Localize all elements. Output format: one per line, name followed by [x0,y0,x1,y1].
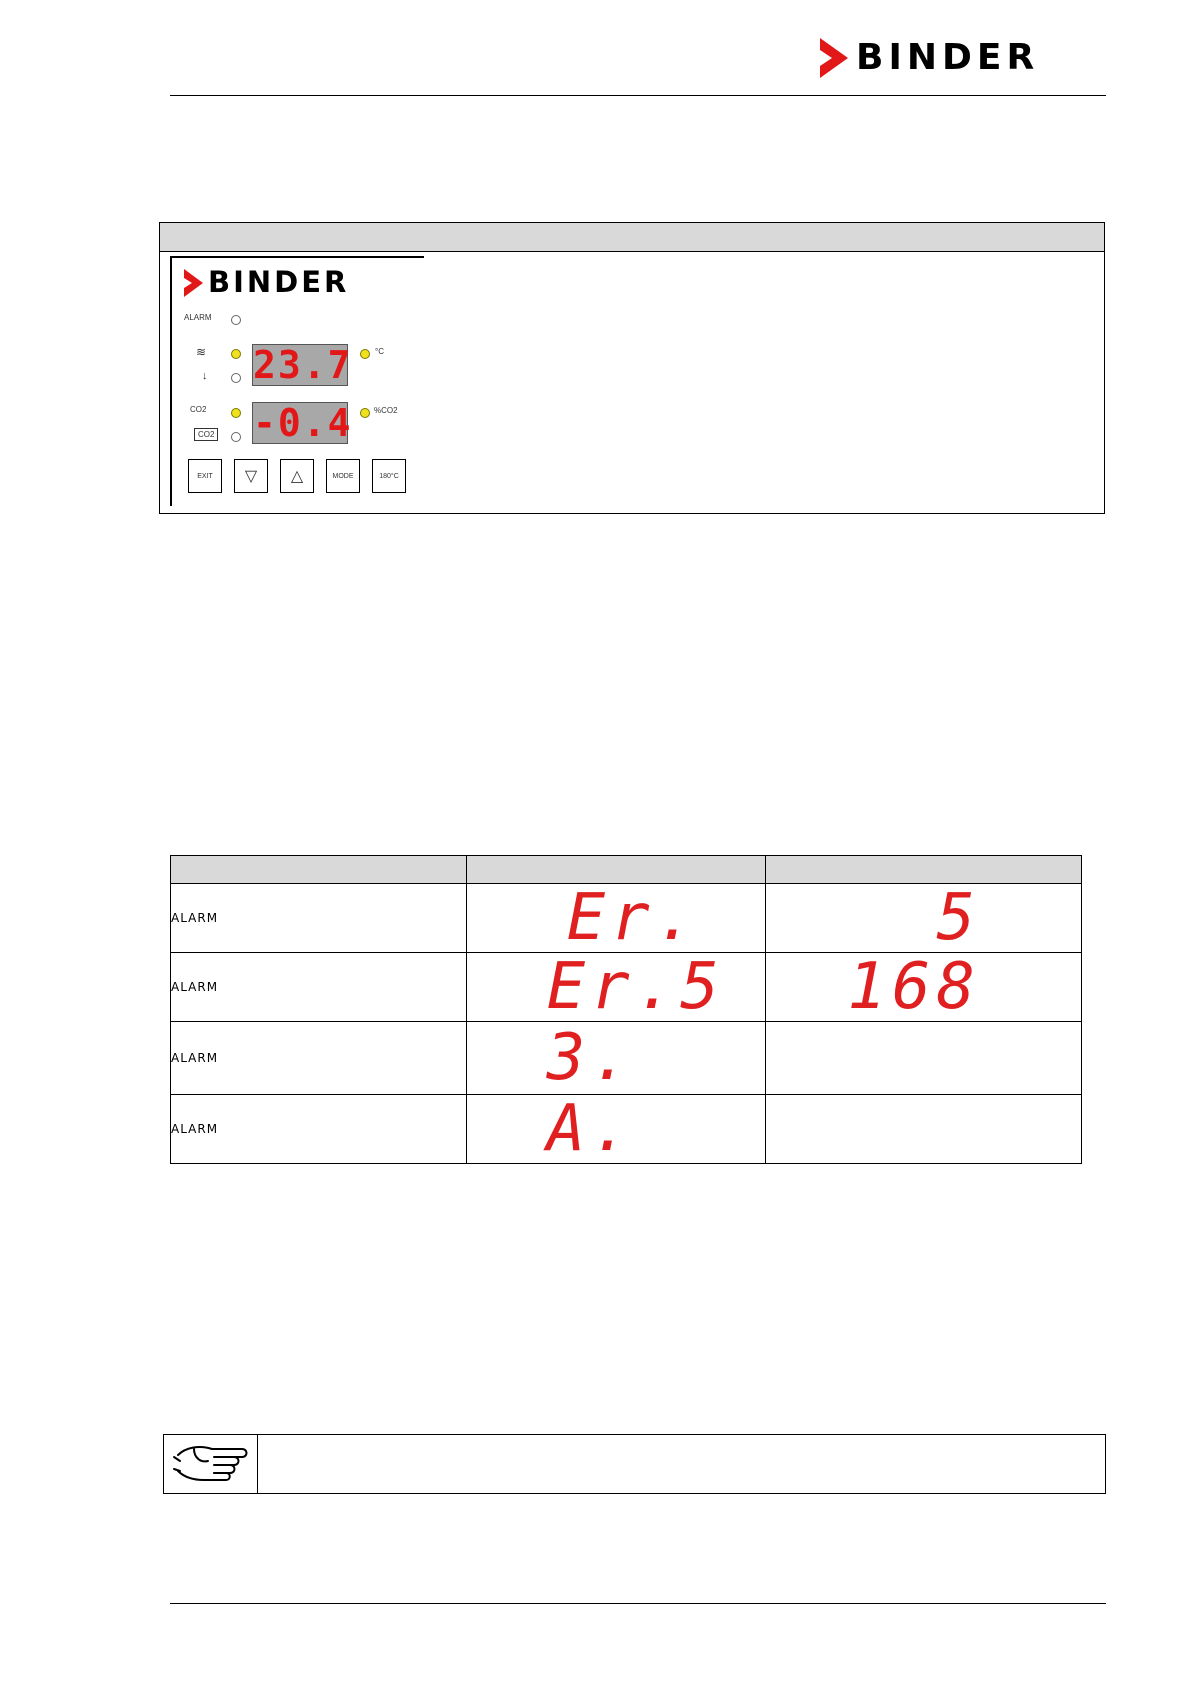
mode-button[interactable]: MODE [326,459,360,493]
binder-logo-mark-icon [820,38,850,78]
heating-led [231,349,241,359]
up-button[interactable]: △ [280,459,314,493]
table-row [171,884,1082,953]
table-header-cell [466,856,766,884]
alarm-led [231,315,241,325]
alarm-label-cell: ALARM [171,1095,467,1164]
footer-rule [170,1603,1106,1604]
table-header-row [171,856,1082,884]
exit-button[interactable]: EXIT [188,459,222,493]
cooling-icon: ↓ [202,370,208,382]
header-rule [170,95,1106,96]
co2-unit-led [360,408,370,418]
seg-display-text: 5 [936,881,981,955]
co2-display: -0.4 [253,401,353,445]
display2-cell [766,950,1082,1024]
temperature-display: 23.7 [253,343,353,387]
alarm-label-cell: ALARM [171,953,467,1022]
temperature-unit-led [360,349,370,359]
co2-valve-label: CO2 [190,405,207,414]
header-brand-text: BINDER [856,37,1040,78]
pointing-hand-icon [164,1435,257,1493]
controller-brand-text: BINDER [208,265,350,299]
co2-unit-label: %CO2 [374,406,398,415]
display1-cell [466,1022,766,1095]
display1-cell [466,950,766,1024]
seg-display-text: Er. [566,881,701,955]
table-header-cell [766,856,1082,884]
controller-logo [184,265,350,299]
table-row [171,1022,1082,1095]
note-box [163,1434,1106,1494]
seg-display-text: 168 [847,950,981,1024]
display2-cell [766,1095,1082,1164]
alarm-display-table [170,855,1082,1164]
display1-cell [466,1092,766,1166]
table-row [171,953,1082,1022]
seg-display-text: Er.5 [546,950,725,1024]
note-icon-cell [164,1435,258,1493]
table-row [171,1095,1082,1164]
alarm-label-cell: ALARM [171,884,467,953]
display2-cell [766,881,1082,955]
heating-icon: ≋ [196,345,207,359]
alarm-label-cell: ALARM [171,1022,467,1095]
hot-air-sterilization-button[interactable]: 180°C [372,459,406,493]
seg-display-text: 3. [546,1021,636,1095]
table-header-cell [171,856,467,884]
co2-box-led [231,432,241,442]
display2-cell [766,1022,1082,1095]
seg-display-text: A. [546,1092,636,1166]
controller-figure-header [160,223,1104,252]
alarm-label: ALARM [184,313,212,322]
co2-box-label: CO2 [194,428,218,441]
controller-panel [170,256,424,506]
binder-logo-mark-icon [184,269,204,297]
co2-valve-led [231,408,241,418]
header-logo [820,38,1039,78]
temperature-unit-label: °C [375,347,384,356]
cooling-led [231,373,241,383]
down-button[interactable]: ▽ [234,459,268,493]
display1-cell [466,881,766,955]
